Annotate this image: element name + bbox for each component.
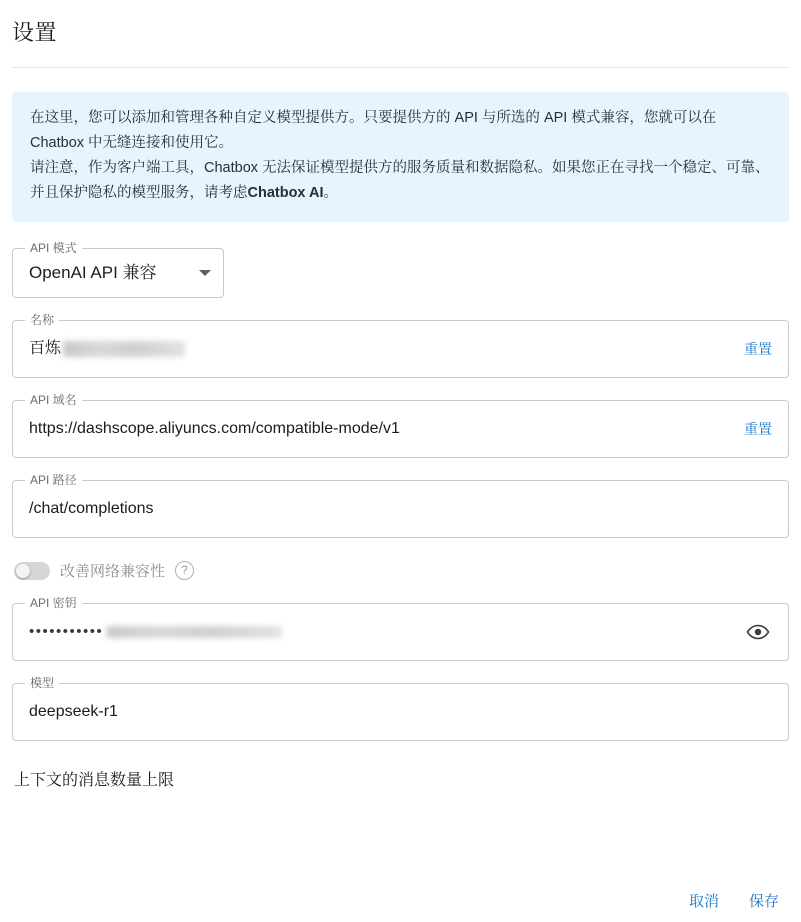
api-path-label: API 路径 <box>25 473 82 487</box>
api-host-value[interactable]: https://dashscope.aliyuncs.com/compatible-mode/v1 <box>29 420 400 437</box>
api-key-redacted-region <box>107 626 282 638</box>
api-host-label: API 域名 <box>25 393 82 407</box>
name-value-row <box>13 321 788 377</box>
cancel-button[interactable]: 取消 <box>688 892 719 910</box>
model-value[interactable]: deepseek-r1 <box>29 703 118 720</box>
name-field[interactable] <box>12 313 789 378</box>
api-path-field[interactable] <box>12 473 789 538</box>
info-banner <box>12 92 789 222</box>
api-key-value-row[interactable] <box>13 604 788 660</box>
name-label: 名称 <box>25 313 59 327</box>
info-banner-line-2-suffix: 。 <box>323 185 338 201</box>
network-compat-label: 改善网络兼容性 <box>60 563 166 580</box>
api-mode-select[interactable] <box>12 241 224 298</box>
api-path-value[interactable]: /chat/completions <box>29 500 154 517</box>
api-host-field[interactable] <box>12 393 789 458</box>
name-value: 百炼 <box>29 340 62 357</box>
network-compat-row[interactable] <box>14 560 789 581</box>
info-banner-line-1: 在这里，您可以添加和管理各种自定义模型提供方。只要提供方的 API 与所选的 API 模式兼容，您就可以在 Chatbox 中无缝连接和使用它。 <box>30 110 717 151</box>
api-key-field[interactable] <box>12 596 789 661</box>
chatbox-ai-mention: Chatbox AI <box>247 185 324 201</box>
dialog-footer <box>0 878 801 922</box>
title-divider <box>12 67 789 68</box>
name-reset-link[interactable]: 重置 <box>744 341 772 357</box>
network-compat-toggle[interactable] <box>14 562 50 580</box>
eye-icon[interactable] <box>746 620 770 644</box>
api-host-reset-link[interactable]: 重置 <box>744 421 772 437</box>
question-mark-icon[interactable]: ? <box>175 561 194 580</box>
info-banner-line-2-prefix: 请注意，作为客户端工具，Chatbox 无法保证模型提供方的服务质量和数据隐私。如果您正在寻找一个稳定、可靠、并且保护隐私的模型服务，请考虑 <box>30 160 770 201</box>
model-field[interactable] <box>12 676 789 741</box>
page-title: 设置 <box>12 20 58 45</box>
api-key-value: ••••••••••• <box>29 623 104 640</box>
name-redacted-region <box>63 341 185 357</box>
model-label: 模型 <box>25 676 59 690</box>
api-key-label: API 密钥 <box>25 596 82 610</box>
context-limit-label: 上下文的消息数量上限 <box>14 772 175 789</box>
api-mode-label: API 模式 <box>25 241 82 255</box>
api-mode-value: OpenAI API 兼容 <box>29 263 157 282</box>
toggle-knob <box>16 564 30 578</box>
info-banner-line-2 <box>30 156 771 206</box>
save-button[interactable]: 保存 <box>748 892 779 910</box>
chevron-down-icon[interactable] <box>199 270 211 276</box>
